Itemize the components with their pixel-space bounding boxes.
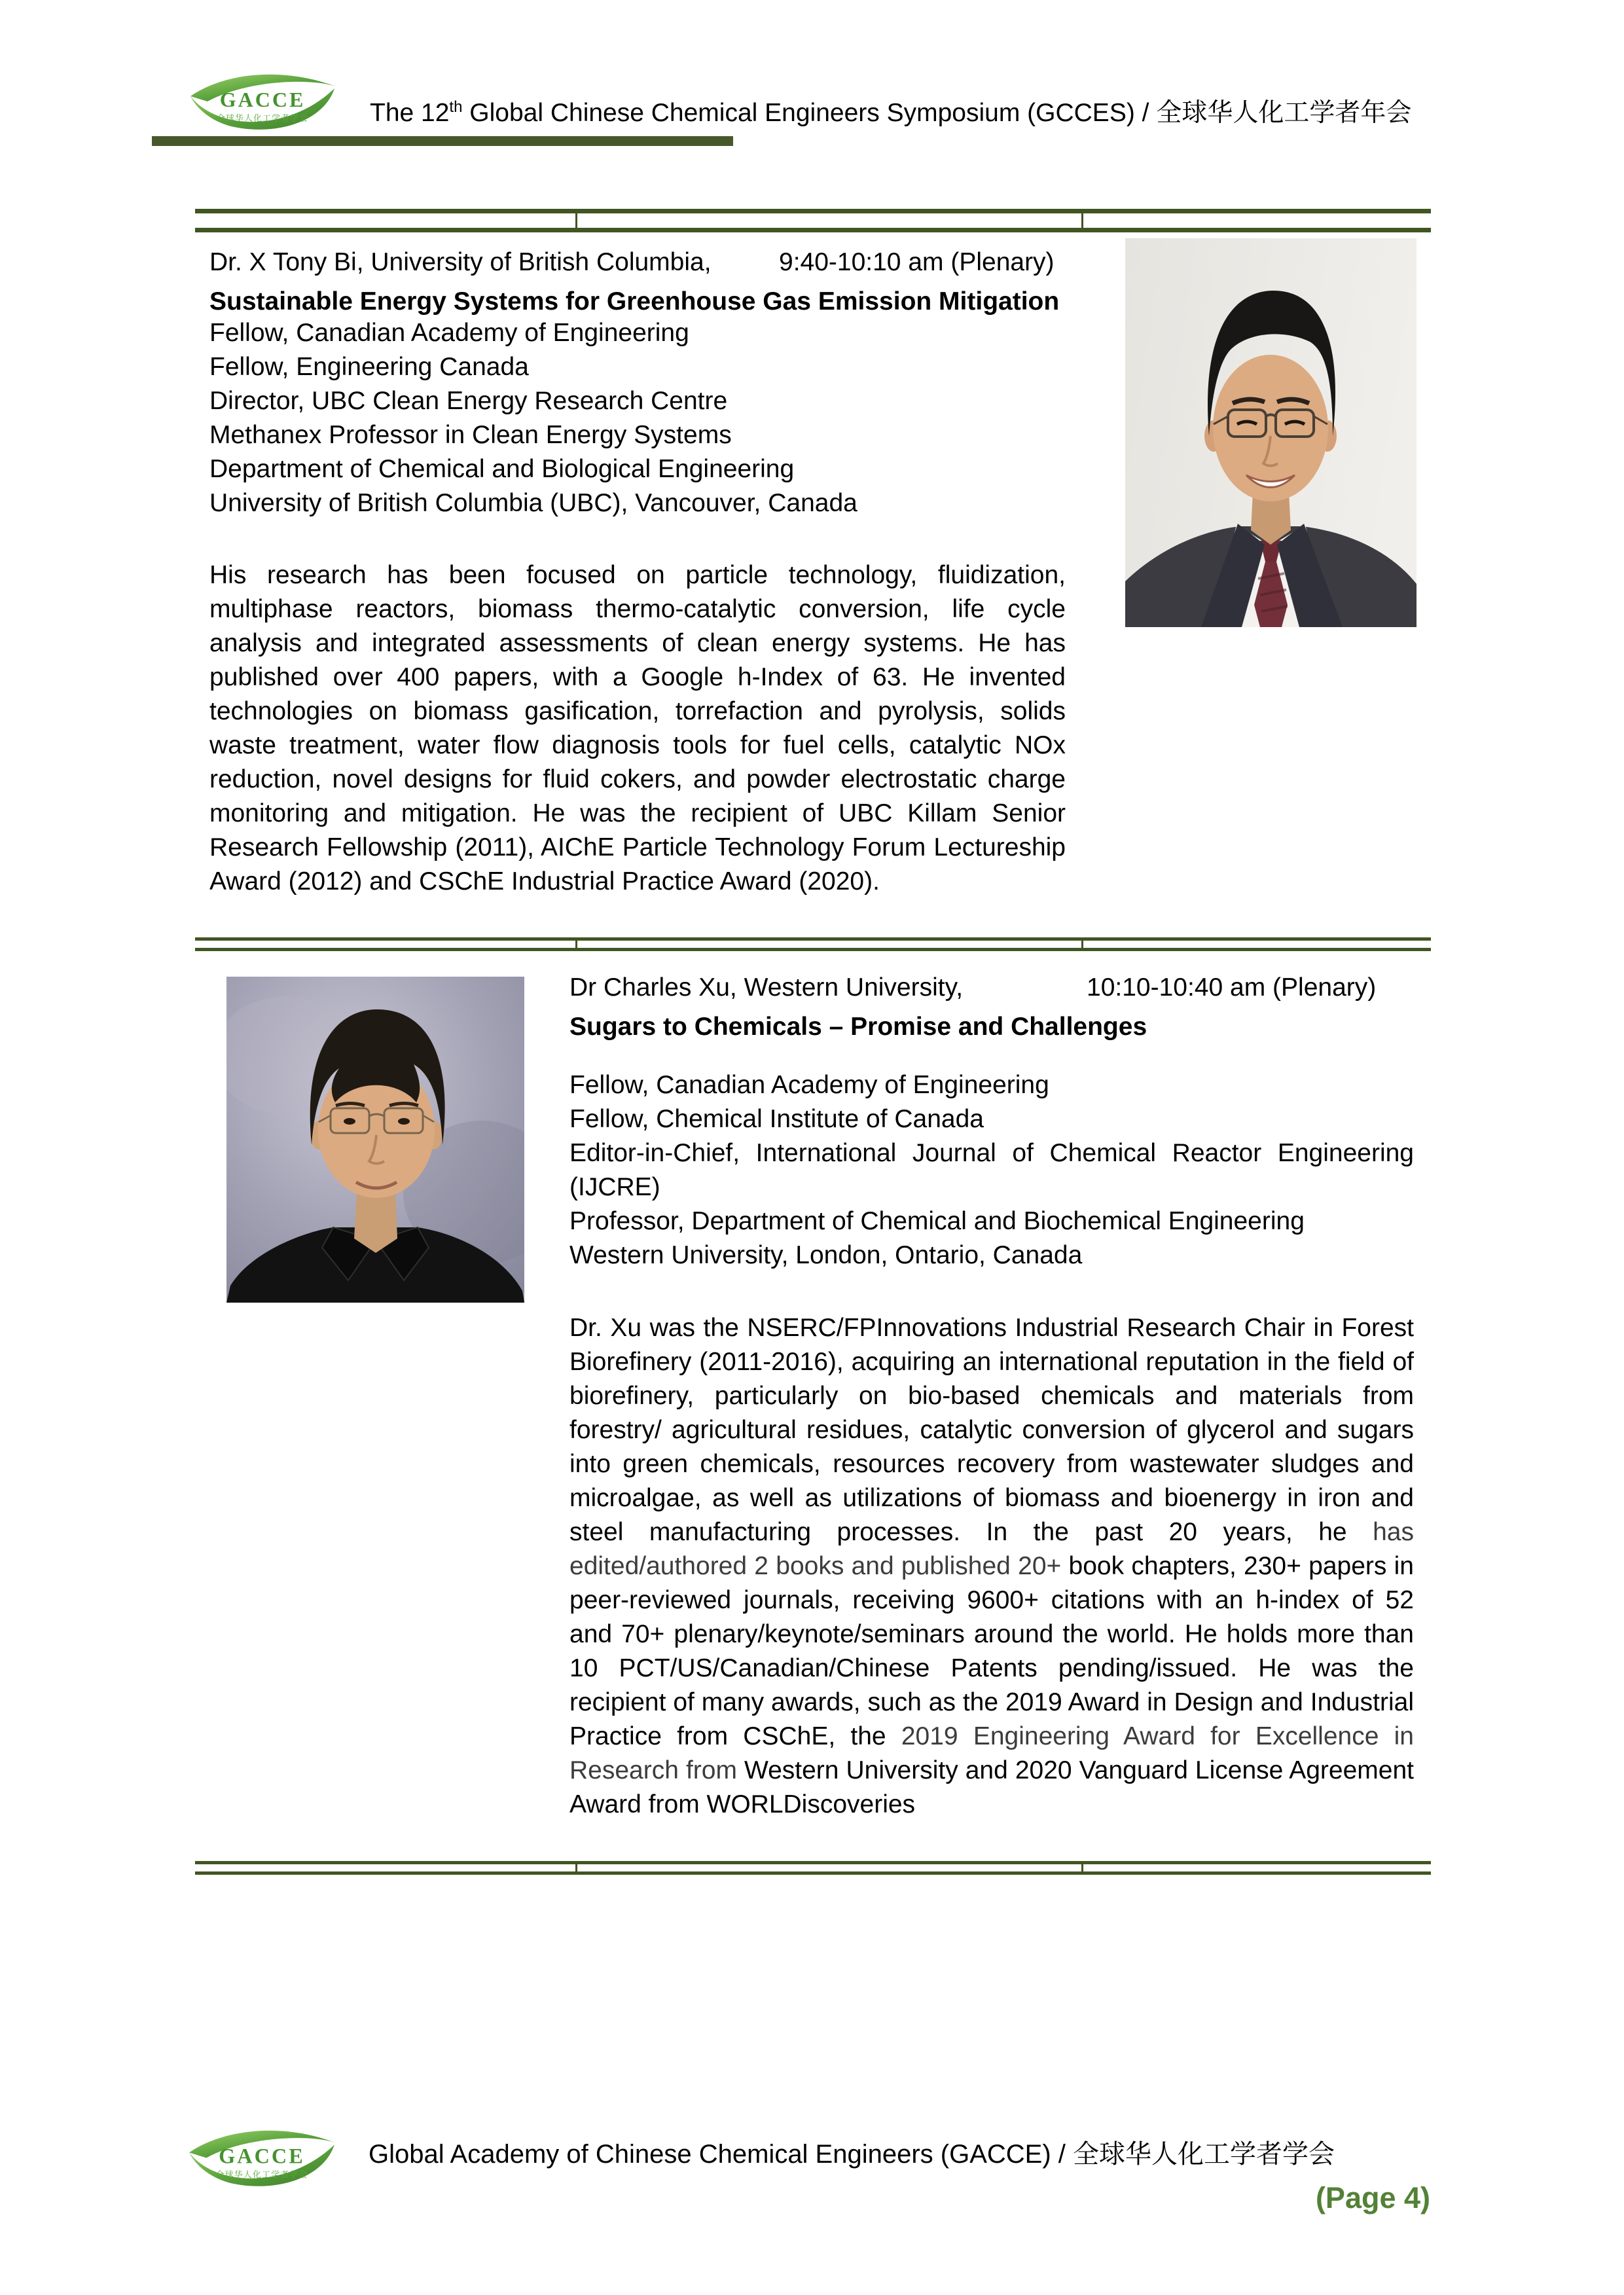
page-title-rest: Global Chinese Chemical Engineers Symposium (GCCES) / 全球华人化工学者年会 [462, 99, 1412, 127]
speaker1-time: 9:40-10:10 am (Plenary) [779, 248, 1055, 276]
gacce-logo [185, 68, 342, 135]
logo-chinese: 全球华人化工学者学会 [216, 113, 309, 123]
speaker1-name-row [209, 245, 1055, 280]
section-divider-bottom [195, 1861, 1431, 1875]
speaker1-talk-title: Sustainable Energy Systems for Greenhouse Gas Emission Mitigation [209, 287, 1060, 316]
credential-line: Fellow, Canadian Academy of Engineering [569, 1071, 1049, 1099]
speaker1-bio: His research has been focused on particle technology, fluidization, multiphase reactors, biomass thermo-catalytic conversion, life cycle analysis and integrated assessments of clean energy systems. He has published over 400 papers, with a Google h-Index of 63. He invented technologies on biomass gasification, torrefaction and pyrolysis, solids waste treatment, water flow diagnosis tools for fuel cells, catalytic NOx reduction, novel designs for fluid cokers, and powder electrostatic charge monitoring and mitigation. He was the recipient of UBC Killam Senior Research Fellowship (2011), AIChE Particle Technology Forum Lectureship Award (2012) and CSChE Industrial Practice Award (2020). [209, 561, 1066, 895]
footer-text: Global Academy of Chinese Chemical Engineers (GACCE) / 全球华人化工学者学会 [369, 2140, 1335, 2169]
page-number: (Page 4) [1315, 2181, 1430, 2214]
credential-line: Editor-in-Chief, International Journal of Chemical Reactor Engineering [569, 1139, 1414, 1167]
credential-line: (IJCRE) [569, 1173, 660, 1201]
credential-line: Fellow, Chemical Institute of Canada [569, 1105, 984, 1133]
header-rule-bar [152, 136, 733, 146]
credential-line: Fellow, Canadian Academy of Engineering [209, 319, 689, 347]
gacce-logo-footer [184, 2123, 342, 2193]
credential-line: Fellow, Engineering Canada [209, 353, 529, 381]
logo-chinese: 全球华人化工学者学会 [215, 2169, 308, 2180]
bio-segment: book chapters, 230+ papers in peer-reviewed journals, receiving 9600+ citations with an h-index of 52 and 70+ plenary/keynote/seminars around the world. He holds more than 10 PCT/US/Canadian/Chinese Patents pending/issued. He was the recipient of many awards, such as the 2019 Award in Design and Industrial Practice from CSChE, the [569, 1552, 1414, 1750]
speaker2-photo [226, 977, 524, 1303]
bio-segment: Western University and 2020 Vanguard License Agreement Award from WORLDiscoveries [569, 1756, 1414, 1818]
bio-segment: Dr. Xu was the NSERC/FPInnovations Industrial Research Chair in Forest Biorefinery (2011-2016), acquiring an international reputation in the field of biorefinery, particularly on bio-based chemicals and materials from forestry/ agricultural residues, catalytic conversion of glycerol and sugars into green chemicals, resources recovery from wastewater sludges and microalgae, as well as utilizations of biomass and bioenergy in iron and steel manufacturing processes. In the past 20 years, he [569, 1314, 1414, 1546]
speaker2-credentials [569, 1068, 1414, 1273]
section-divider-top [195, 209, 1431, 232]
table-cell-tick [575, 937, 577, 951]
bio-segment: has edited/authored 2 books and published 20+ [569, 1518, 1414, 1580]
page-title-prefix: The 12 [370, 99, 450, 127]
credential-line: Department of Chemical and Biological Engineering [209, 455, 795, 483]
face [1213, 355, 1328, 501]
table-cell-tick [1081, 209, 1083, 232]
speaker2-talk-title: Sugars to Chemicals – Promise and Challenges [569, 1013, 1147, 1041]
table-cell-tick [1081, 1861, 1083, 1875]
speaker2-bio [569, 1311, 1414, 1822]
table-cell-tick [575, 1861, 577, 1875]
speaker1-name: Dr. X Tony Bi, University of British Columbia, [209, 248, 712, 276]
page-title [370, 89, 1411, 132]
speaker2-time: 10:10-10:40 am (Plenary) [1087, 973, 1377, 1002]
logo-acronym: GACCE [219, 88, 306, 111]
page-title-superscript: th [449, 98, 463, 116]
table-cell-tick [575, 209, 577, 232]
bio-segment: 2019 Engineering Award for Excellence in Research from [569, 1722, 1414, 1784]
credential-line: Professor, Department of Chemical and Biochemical Engineering [569, 1207, 1305, 1235]
credential-line: Western University, London, Ontario, Canada [569, 1241, 1083, 1269]
section-divider-middle [195, 937, 1431, 951]
credential-line: Methanex Professor in Clean Energy Systems [209, 421, 732, 449]
credential-line: Director, UBC Clean Energy Research Centre [209, 387, 728, 415]
speaker2-name-row [569, 971, 1377, 1005]
table-cell-tick [1081, 937, 1083, 951]
speaker2-name: Dr Charles Xu, Western University, [569, 973, 964, 1002]
logo-acronym: GACCE [219, 2144, 305, 2168]
speaker1-credentials [209, 316, 1066, 520]
credential-line: University of British Columbia (UBC), Vancouver, Canada [209, 489, 857, 517]
speaker1-photo [1125, 238, 1416, 627]
